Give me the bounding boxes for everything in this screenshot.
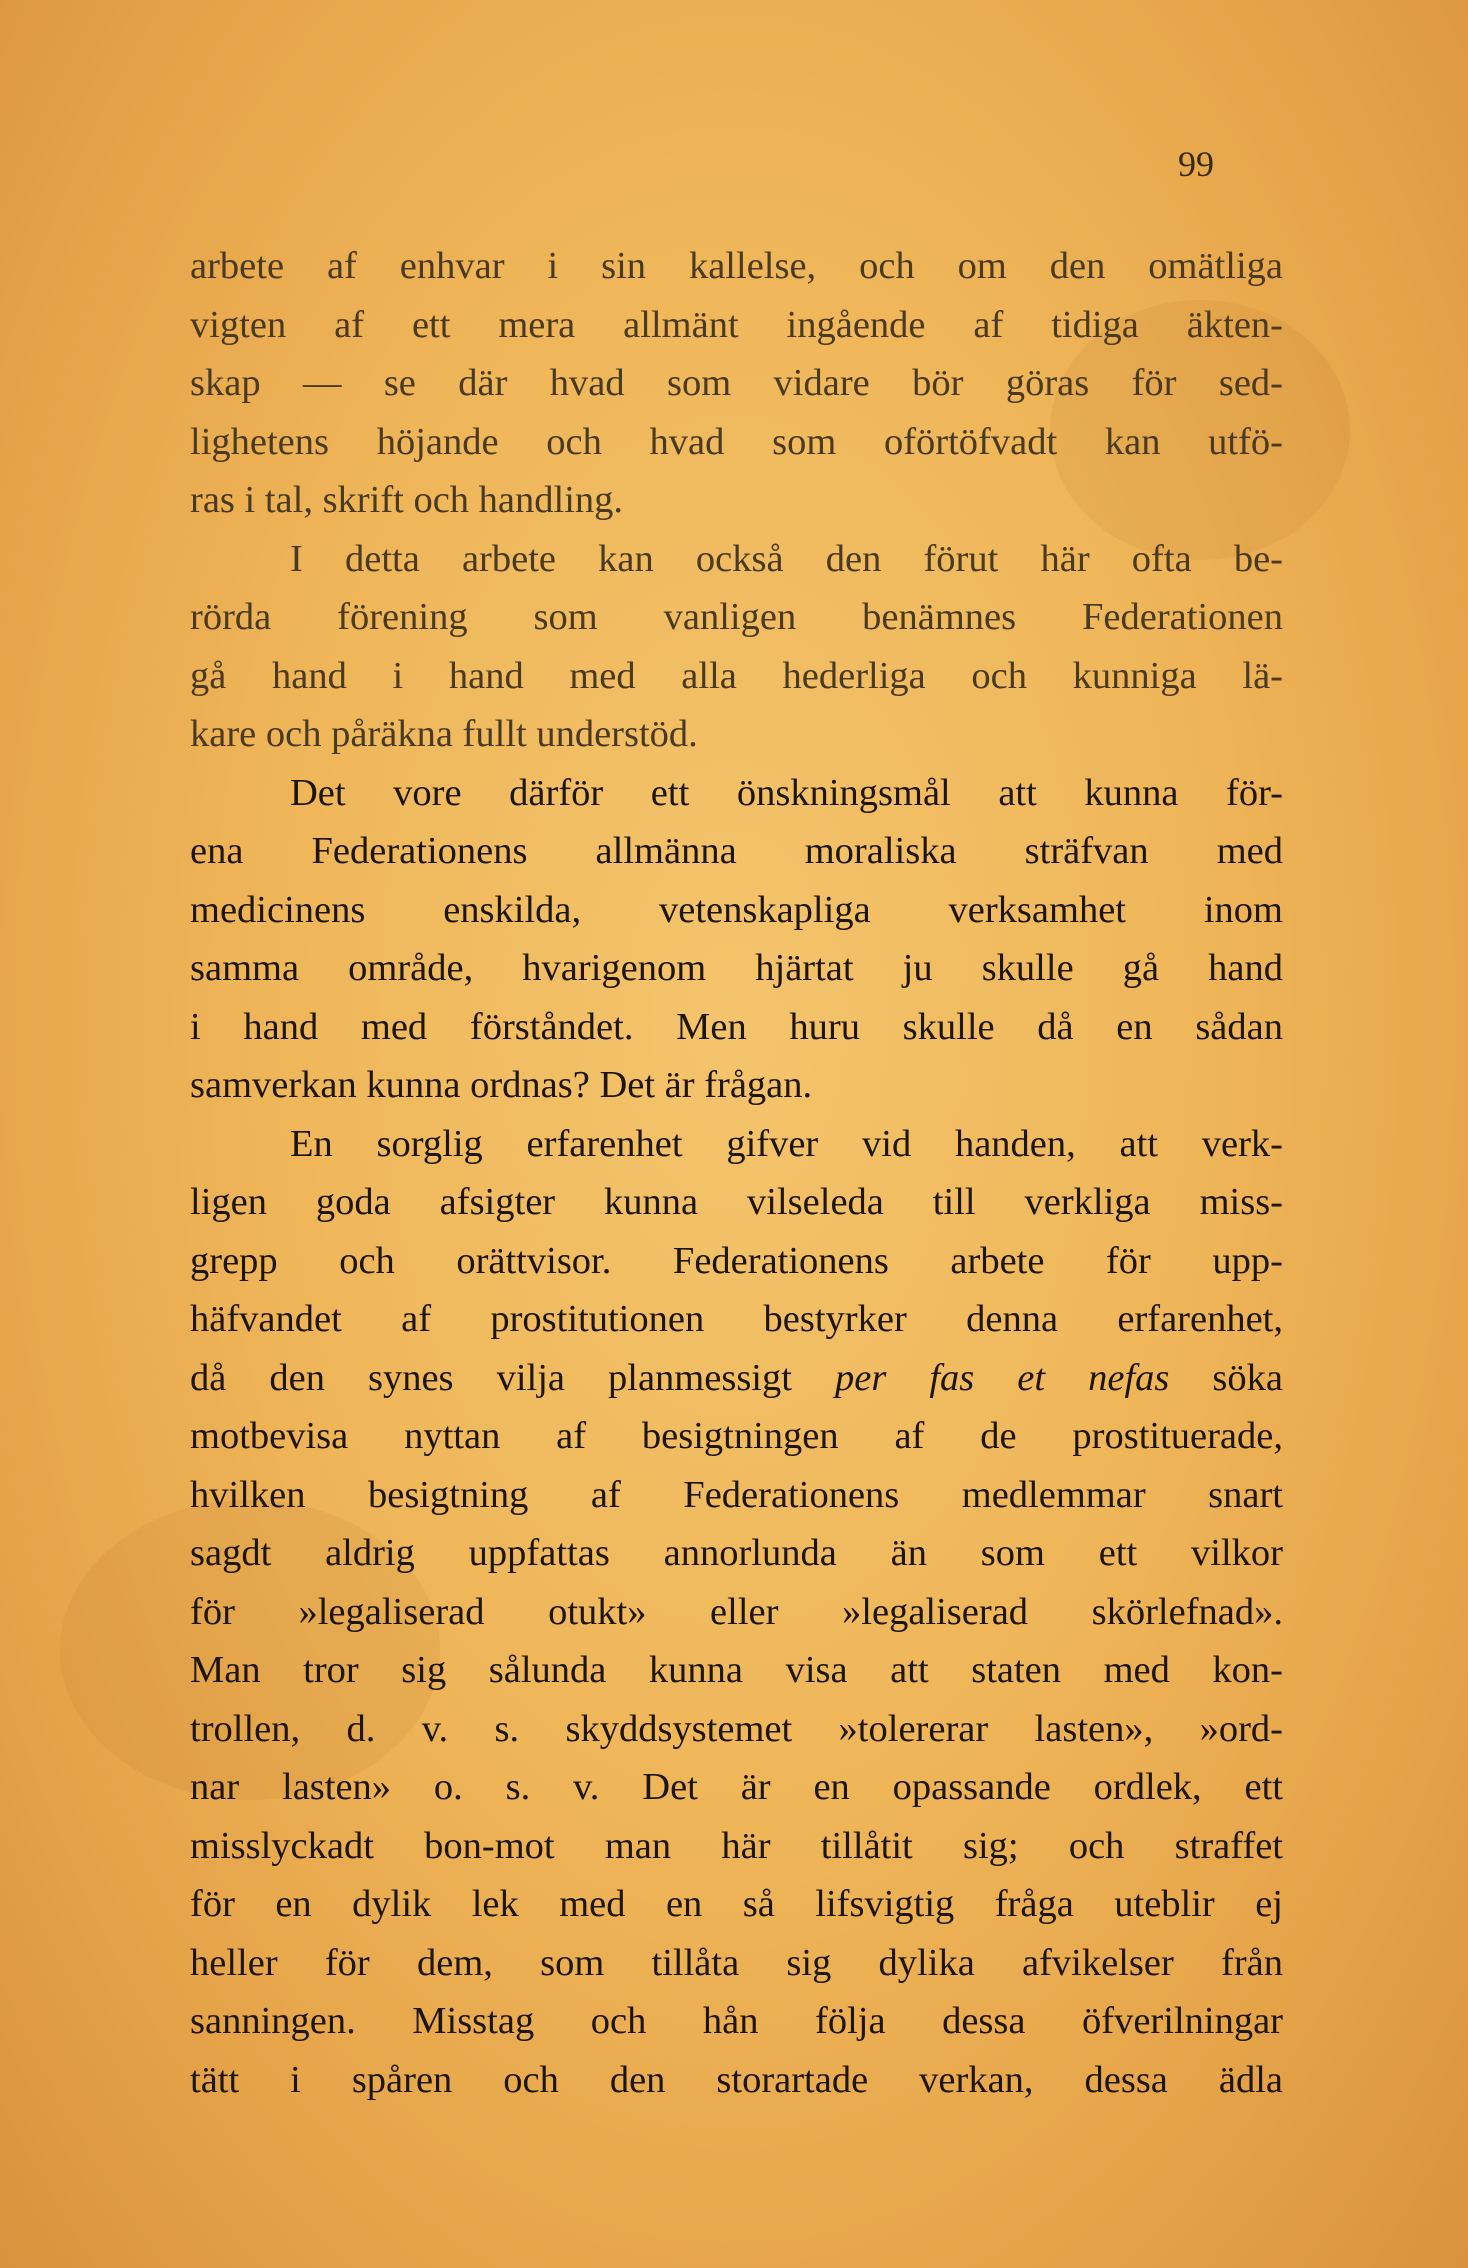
text-line-with-italic [190,1349,1283,1408]
text-line: ena Federationens allmänna moraliska sträfvan med [190,830,1283,872]
italic-phrase: per fas et nefas [834,1356,1170,1399]
text-line: hvilken besigtning af Federationens medlemmar snart [190,1473,1283,1516]
text-line: vigten af ett mera allmänt ingående af tidiga äkten- [190,303,1283,346]
text-line: misslyckadt bon-mot man här tillåtit sig; och straffet [190,1824,1283,1867]
text-segment: då den synes vilja planmessigt [190,1356,835,1399]
text-line: En sorglig erfarenhet gifver vid handen, att verk- [290,1122,1283,1165]
text-line: häfvandet af prostitutionen bestyrker denna erfarenhet, [190,1298,1283,1340]
text-line: gå hand i hand med alla hederliga och kunniga lä- [190,654,1283,697]
text-line: tätt i spåren och den storartade verkan, dessa ädla [190,2058,1283,2101]
body-text [190,237,1283,2109]
page-number: 99 [1178,144,1214,184]
text-line: för »legaliserad otukt» eller »legaliserad skörlefnad». [190,1590,1283,1633]
text-line: för en dylik lek med en så lifsvigtig fråga uteblir ej [190,1883,1283,1925]
text-line: heller för dem, som tillåta sig dylika afvikelser från [190,1941,1283,1984]
text-line: ras i tal, skrift och handling. [190,479,624,521]
text-line: Det vore därför ett önskningsmål att kunna för- [290,771,1283,814]
text-line: nar lasten» o. s. v. Det är en opassande ordlek, ett [190,1766,1283,1808]
text-line: lighetens höjande och hvad som oförtöfvadt kan utfö- [190,420,1283,463]
text-line: arbete af enhvar i sin kallelse, och om den omätliga [190,245,1283,287]
text-line: trollen, d. v. s. skyddsystemet »tolererar lasten», »ord- [190,1707,1283,1750]
text-line: i hand med förståndet. Men huru skulle då en sådan [190,1005,1283,1048]
text-line: samma område, hvarigenom hjärtat ju skulle gå hand [190,947,1283,989]
text-segment: söka [1169,1356,1283,1399]
text-line: motbevisa nyttan af besigtningen af de prostituerade, [190,1415,1283,1457]
text-line: sanningen. Misstag och hån följa dessa öfverilningar [190,2000,1283,2042]
text-line: ligen goda afsigter kunna vilseleda till verkliga miss- [190,1181,1283,1223]
text-line: sagdt aldrig uppfattas annorlunda än som ett vilkor [190,1532,1283,1574]
text-line: skap — se där hvad som vidare bör göras för sed- [190,362,1283,404]
text-line: rörda förening som vanligen benämnes Federationen [190,596,1283,638]
text-line: grepp och orättvisor. Federationens arbete för upp- [190,1239,1283,1282]
text-line: Man tror sig sålunda kunna visa att staten med kon- [190,1649,1283,1691]
text-line: samverkan kunna ordnas? Det är frågan. [190,1064,813,1106]
text-line: medicinens enskilda, vetenskapliga verksamhet inom [190,888,1283,931]
text-line: I detta arbete kan också den förut här ofta be- [290,537,1283,580]
text-line: kare och påräkna fullt understöd. [190,713,698,755]
